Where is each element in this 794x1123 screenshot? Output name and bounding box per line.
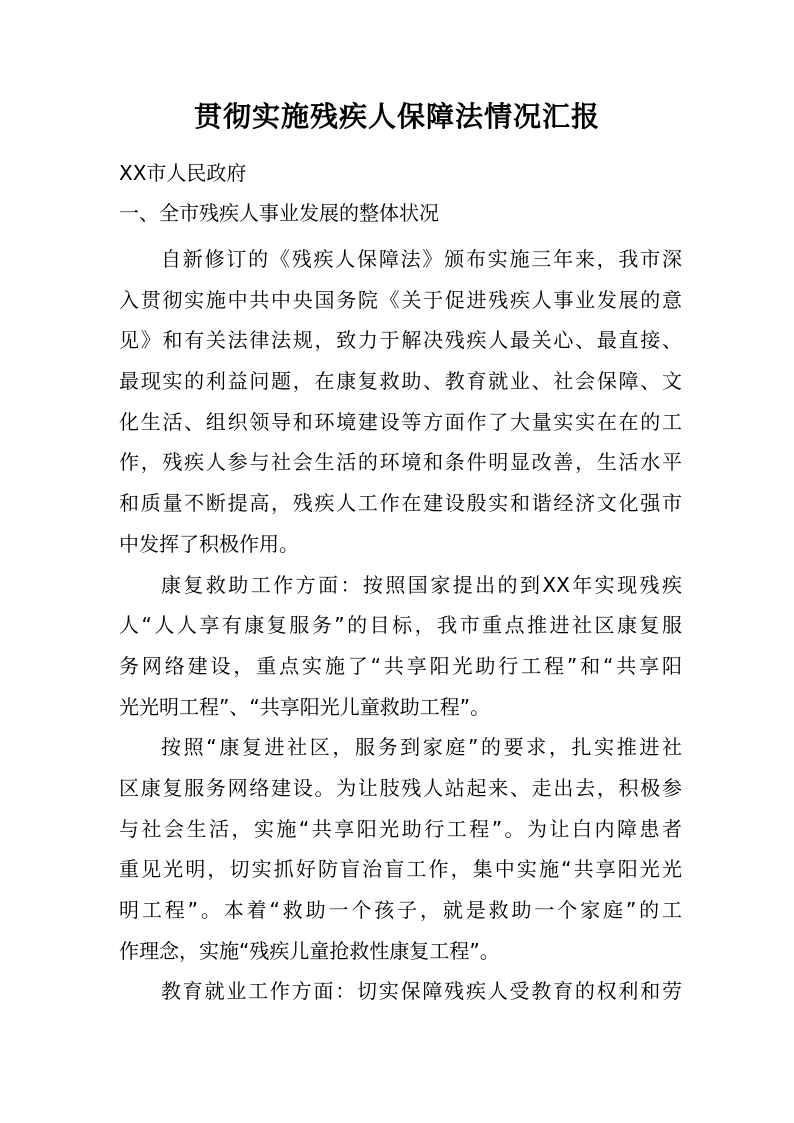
text-line: 明工程”。本着“救助一个孩子，就是救助一个家庭”的工 [119,898,682,922]
text-line: 自新修订的《残疾人保障法》颁布实施三年来，我市深 [161,247,682,271]
document-title: 贯彻实施残疾人保障法情况汇报 [193,100,600,133]
body-text [119,239,682,1012]
text-line: 务网络建设，重点实施了“共享阳光助行工程”和“共享阳 [119,653,682,678]
paragraph-community-service [119,727,682,971]
text-line: 光光明工程”、“共享阳光儿童救助工程”。 [119,694,491,719]
text-line: 与社会生活，实施“共享阳光助行工程”。为让白内障患者 [119,816,682,841]
text-line: 区康复服务网络建设。为让肢残人站起来、走出去，积极参 [119,775,682,800]
text-line: 入贯彻实施中共中央国务院《关于促进残疾人事业发展的意 [119,287,682,312]
text-line: 中发挥了积极作用。 [119,531,299,556]
text-line: 和质量不断提高，残疾人工作在建设殷实和谐经济文化强市 [119,491,682,516]
text-line: 康复救助工作方面：按照国家提出的到XX年实现残疾 [161,572,682,597]
text-line: 最现实的利益问题，在康复救助、教育就业、社会保障、文 [119,369,682,394]
text-line: 作，残疾人参与社会生活的环境和条件明显改善，生活水平 [119,450,682,475]
paragraph-overview [119,239,682,565]
text-line: 化生活、组织领导和环境建设等方面作了大量实实在在的工 [119,409,682,434]
paragraph-rehabilitation [119,565,682,728]
text-line: 重见光明，切实抓好防盲治盲工作，集中实施“共享阳光光 [119,857,682,882]
text-line: 作理念，实施“残疾儿童抢救性康复工程”。 [119,938,500,963]
text-line: 教育就业工作方面：切实保障残疾人受教育的权利和劳 [161,979,682,1004]
organization-name: XX市人民政府 [119,161,247,185]
section-heading: 一、全市残疾人事业发展的整体状况 [119,201,439,225]
text-line: 人“人人享有康复服务”的目标，我市重点推进社区康复服 [119,613,682,638]
text-line: 按照“康复进社区，服务到家庭”的要求，扎实推进社 [161,735,682,760]
text-line: 见》和有关法律法规，致力于解决残疾人最关心、最直接、 [119,328,682,353]
paragraph-education-employment [119,971,682,1012]
